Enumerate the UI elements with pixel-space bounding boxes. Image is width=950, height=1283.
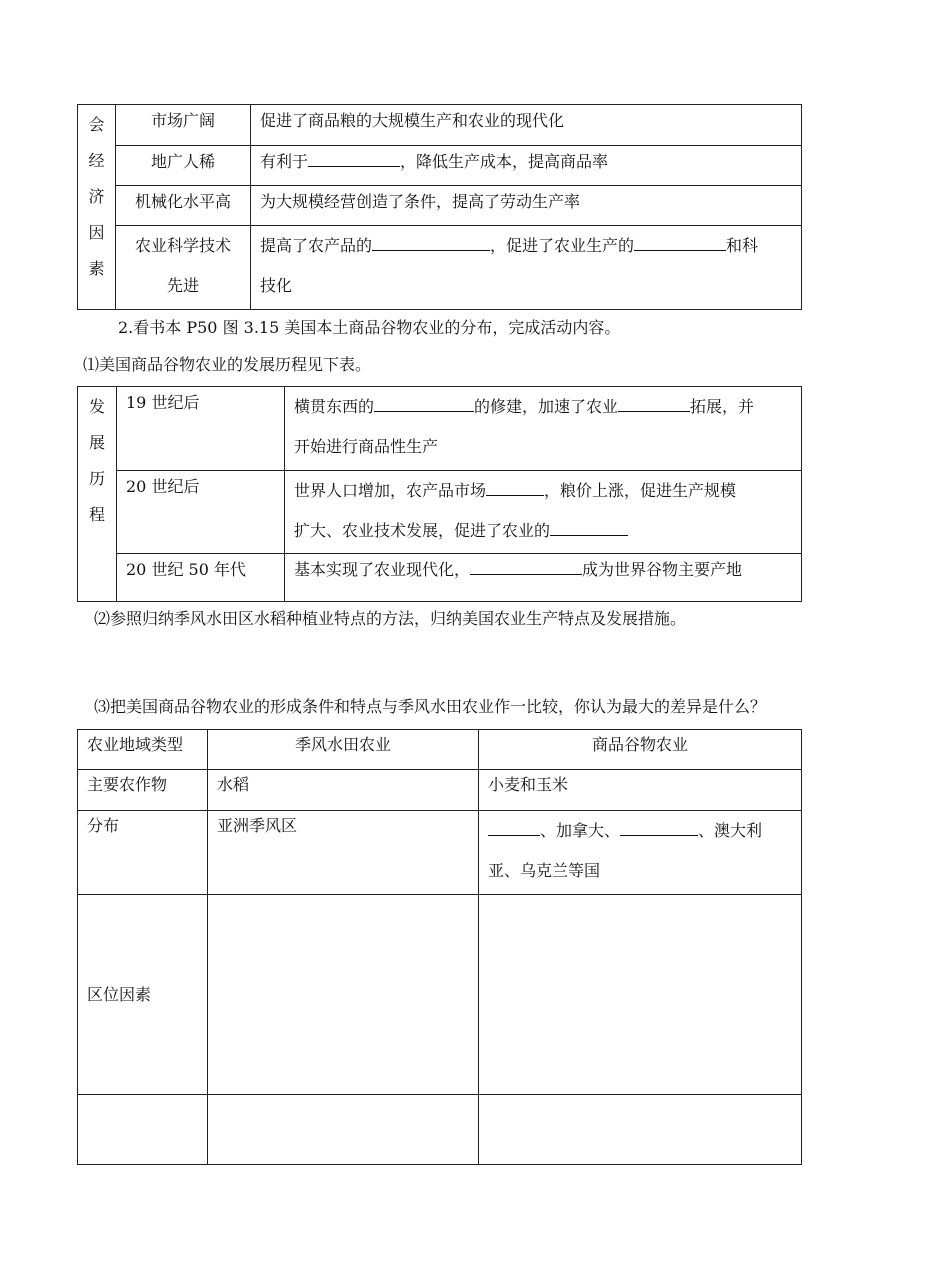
history-cell: 横贯东西的 的修建，加速了农业 拓展，并 开始进行商品性生产 (285, 387, 802, 471)
factor-cell: 地广人稀 (116, 146, 251, 186)
row-label-distribution: 分布 (78, 811, 208, 895)
fill-blank[interactable] (550, 517, 628, 536)
fill-blank[interactable] (372, 232, 490, 251)
location-grain[interactable] (479, 895, 802, 1095)
history-cell: 基本实现了农业现代化， 成为世界谷物主要产地 (285, 554, 802, 602)
period-cell: 20 世纪后 (117, 471, 285, 554)
effect-cell: 为大规模经营创造了条件，提高了劳动生产率 (251, 186, 802, 226)
fill-blank[interactable] (470, 556, 582, 575)
fill-blank[interactable] (488, 817, 540, 836)
factor-cell: 农业科学技术 先进 (116, 226, 251, 310)
fill-blank[interactable] (374, 393, 474, 412)
economic-factors-side-label: 会 经 济 因 素 (78, 105, 116, 310)
header-type: 农业地域类型 (78, 730, 208, 770)
crop-grain: 小麦和玉米 (479, 770, 802, 811)
factor-cell: 机械化水平高 (116, 186, 251, 226)
development-history-table (77, 386, 802, 602)
period-cell: 20 世纪 50 年代 (117, 554, 285, 602)
empty-paddy-cell[interactable] (208, 1095, 479, 1165)
instruction-2: 2.看书本 P50 图 3.15 美国本土商品谷物农业的分布，完成活动内容。 (118, 318, 621, 337)
location-paddy[interactable] (208, 895, 479, 1095)
distribution-paddy: 亚洲季风区 (208, 811, 479, 895)
factor-cell: 市场广阔 (116, 105, 251, 146)
empty-label-cell[interactable] (78, 1095, 208, 1165)
effect-cell: 提高了农产品的 ，促进了农业生产的 和科 技化 (251, 226, 802, 310)
fill-blank[interactable] (486, 477, 544, 496)
effect-cell: 促进了商品粮的大规模生产和农业的现代化 (251, 105, 802, 146)
fill-blank[interactable] (308, 148, 400, 167)
crop-paddy: 水稻 (208, 770, 479, 811)
question-3: ⑶把美国商品谷物农业的形成条件和特点与季风水田农业作一比较，你认为最大的差异是什么？ (94, 697, 767, 716)
header-paddy: 季风水田农业 (208, 730, 479, 770)
distribution-grain: 、加拿大、 、澳大利 亚、乌克兰等国 (479, 811, 802, 895)
economic-factors-table (77, 104, 802, 310)
row-label-location: 区位因素 (78, 895, 208, 1095)
period-cell: 19 世纪后 (117, 387, 285, 471)
row-label-crop: 主要农作物 (78, 770, 208, 811)
effect-cell: 有利于 ，降低生产成本，提高商品率 (251, 146, 802, 186)
question-2: ⑵参照归纳季风水田区水稻种植业特点的方法，归纳美国农业生产特点及发展措施。 (94, 609, 687, 628)
development-history-side-label: 发 展 历 程 (78, 387, 117, 602)
header-grain: 商品谷物农业 (479, 730, 802, 770)
fill-blank[interactable] (618, 393, 690, 412)
history-cell: 世界人口增加，农产品市场 ，粮价上涨，促进生产规模 扩大、农业技术发展，促进了农业的 (285, 471, 802, 554)
comparison-table (77, 729, 802, 1165)
empty-grain-cell[interactable] (479, 1095, 802, 1165)
question-1: ⑴美国商品谷物农业的发展历程见下表。 (83, 355, 372, 374)
fill-blank[interactable] (634, 232, 726, 251)
fill-blank[interactable] (620, 817, 698, 836)
